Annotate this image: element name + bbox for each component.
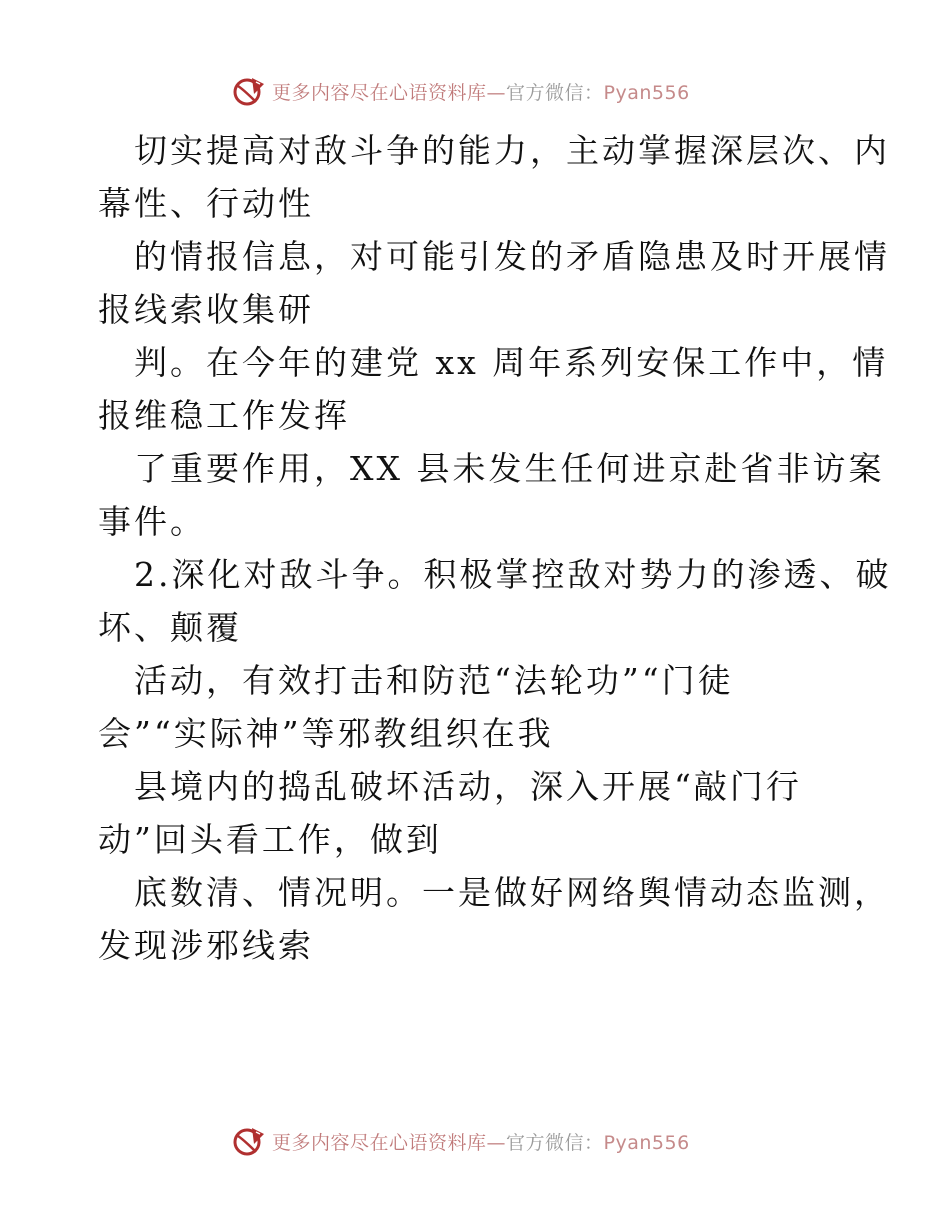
header-wechat-id: Pyan556 (603, 81, 690, 104)
footer-banner-text (272, 1128, 690, 1155)
text-line: 的情报信息，对可能引发的矛盾隐患及时开展情 (134, 237, 890, 276)
text-line: 了重要作用，XX 县未发生任何进京赴省非访案 (134, 449, 885, 488)
footer-wechat-id: Pyan556 (603, 1131, 690, 1154)
text-line: 坏、颠覆 (98, 608, 242, 647)
text-line: 报维稳工作发挥 (98, 396, 350, 435)
text-line: 发现涉邪线索 (98, 926, 314, 965)
footer-brand-text: 更多内容尽在心语资料库 (272, 1131, 487, 1154)
header-wechat-label: 官方微信： (506, 81, 604, 104)
header-banner-text (272, 78, 690, 105)
header-separator: — (486, 81, 507, 104)
text-line: 活动，有效打击和防范“法轮功”“门徒 (134, 661, 734, 700)
brand-logo-icon (232, 74, 266, 108)
text-line: 县境内的捣乱破坏活动，深入开展“敲门行 (134, 767, 802, 806)
footer-banner (232, 1123, 690, 1159)
footer-separator: — (486, 1131, 507, 1154)
text-line: 判。在今年的建党 xx 周年系列安保工作中，情 (134, 343, 889, 382)
text-line: 2.深化对敌斗争。积极掌控敌对势力的渗透、破 (134, 555, 892, 594)
header-brand-text: 更多内容尽在心语资料库 (272, 81, 487, 104)
text-line: 动”回头看工作，做到 (98, 820, 442, 859)
text-line: 报线索收集研 (98, 290, 314, 329)
brand-logo-icon (232, 1124, 266, 1158)
text-line: 底数清、情况明。一是做好网络舆情动态监测， (134, 873, 890, 912)
text-line: 切实提高对敌斗争的能力，主动掌握深层次、内 (134, 131, 890, 170)
document-body (98, 124, 892, 972)
text-line: 事件。 (98, 502, 206, 541)
text-line: 会”“实际神”等邪教组织在我 (98, 714, 554, 753)
text-line: 幕性、行动性 (98, 184, 314, 223)
footer-wechat-label: 官方微信： (506, 1131, 604, 1154)
header-banner (232, 73, 690, 109)
